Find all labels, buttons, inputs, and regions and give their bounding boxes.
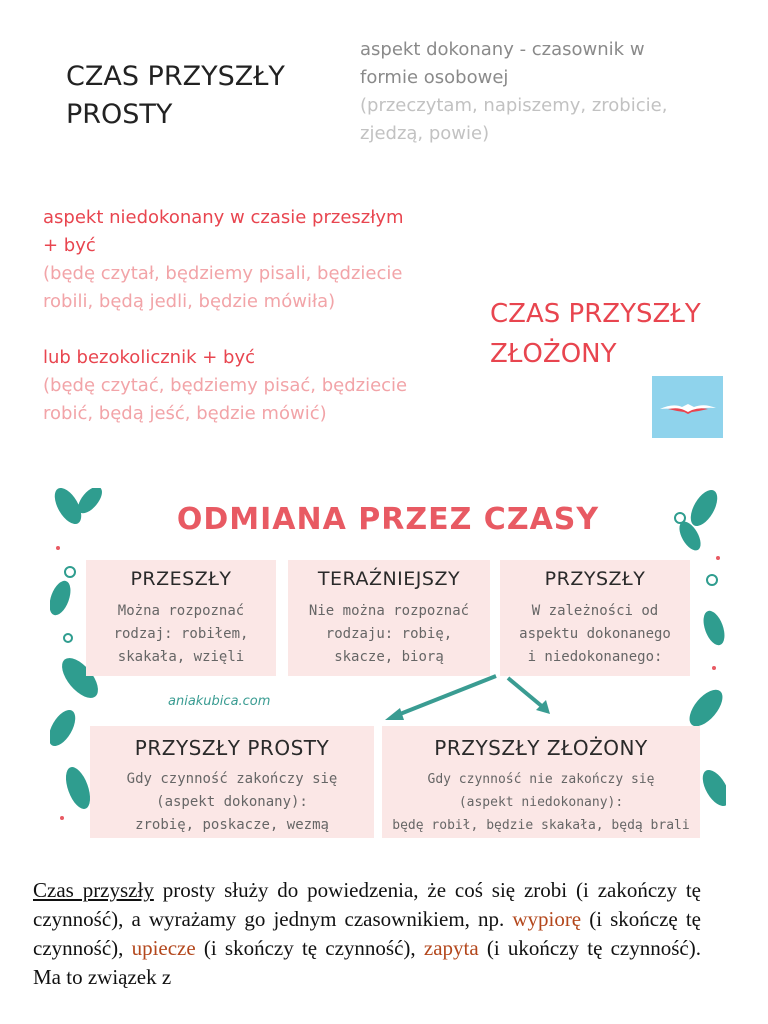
card-line: zrobię, poskacze, wezmą: [135, 817, 329, 833]
card-line: (aspekt dokonany):: [156, 794, 308, 810]
example-verb: upiecze: [131, 936, 196, 960]
paragraph-text: (i skończy tę czynność),: [195, 936, 424, 960]
body-paragraph: [33, 876, 701, 992]
card-future-simple: [90, 726, 374, 838]
paragraph-text: (i skończę tę czynność),: [33, 907, 701, 960]
examples-line: robili, będą jedli, będzie mówiła): [43, 291, 336, 312]
card-line: W zależności od: [531, 603, 659, 619]
infographic-title: ODMIANA PRZEZ CZASY: [176, 502, 600, 537]
spacer: [43, 316, 463, 344]
card-future-compound: [382, 726, 700, 838]
card-line: rodzaj: robiłem,: [113, 626, 249, 642]
paragraph-text: (i ukończy tę czynność). Ma to związek z: [33, 936, 701, 989]
examples-line: (będę czytać, będziemy pisać, będziecie: [43, 375, 408, 396]
examples-line: zjedzą, powie): [360, 123, 490, 144]
card-description: [86, 600, 276, 669]
card-description: [90, 768, 374, 837]
title-line: PROSTY: [66, 99, 173, 130]
title-line: CZAS PRZYSZŁY: [66, 61, 285, 92]
perfective-rule-block: [360, 36, 720, 148]
bird-icon: [658, 397, 718, 417]
imperfective-rule-block: [43, 204, 463, 428]
card-line: aspektu dokonanego: [519, 626, 671, 642]
card-heading: PRZESZŁY: [130, 568, 232, 590]
card-future: [500, 560, 690, 676]
card-line: Gdy czynność zakończy się: [126, 771, 338, 787]
examples-line: (przeczytam, napiszemy, zrobicie,: [360, 95, 668, 116]
card-line: Gdy czynność nie zakończy się: [427, 772, 655, 787]
card-past: [86, 560, 276, 676]
examples-line: robić, będą jeść, będzie mówić): [43, 403, 327, 424]
flag-bird-image: [652, 376, 723, 438]
card-line: skakała, wzięli: [117, 649, 245, 665]
card-heading: TERAŹNIEJSZY: [317, 568, 461, 590]
infographic: [50, 488, 726, 840]
example-verb: wypiorę: [512, 907, 582, 931]
title-line: CZAS PRZYSZŁY: [490, 299, 701, 329]
card-line: rodzaju: robię,: [325, 626, 453, 642]
card-line: i niedokonanego:: [527, 649, 663, 665]
card-description: [288, 600, 490, 669]
card-description: [500, 600, 690, 669]
examples-line: (będę czytał, będziemy pisali, będziecie: [43, 263, 403, 284]
underlined-term: Czas przyszły: [33, 878, 154, 902]
card-heading: PRZYSZŁY PROSTY: [134, 736, 330, 760]
title-future-compound: [490, 294, 750, 374]
card-line: będę robił, będzie skakała, będą brali: [392, 818, 690, 833]
card-line: Można rozpoznać: [117, 603, 245, 619]
rule-line: aspekt dokonany - czasownik w: [360, 39, 645, 60]
card-description: [382, 768, 700, 837]
paragraph-text: prosty służy do powiedzenia, że coś się zrobi (i zakończy tę czynność), a wyrażamy go jednym czasownikiem, np.: [33, 878, 701, 931]
rule-line: formie osobowej: [360, 67, 509, 88]
card-heading: PRZYSZŁY: [544, 568, 646, 590]
rule-line: aspekt niedokonany w czasie przeszłym: [43, 207, 404, 228]
title-line: ZŁOŻONY: [490, 339, 617, 369]
card-line: (aspekt niedokonany):: [458, 795, 624, 810]
rule-line: lub bezokolicznik + być: [43, 347, 255, 368]
card-present: [288, 560, 490, 676]
card-line: Nie można rozpoznać: [308, 603, 470, 619]
website-label: aniakubica.com: [168, 694, 271, 709]
title-future-simple: [66, 58, 356, 134]
example-verb: zapyta: [423, 936, 479, 960]
rule-line: + być: [43, 235, 96, 256]
card-heading: PRZYSZŁY ZŁOŻONY: [434, 736, 648, 760]
card-line: skacze, biorą: [334, 649, 444, 665]
